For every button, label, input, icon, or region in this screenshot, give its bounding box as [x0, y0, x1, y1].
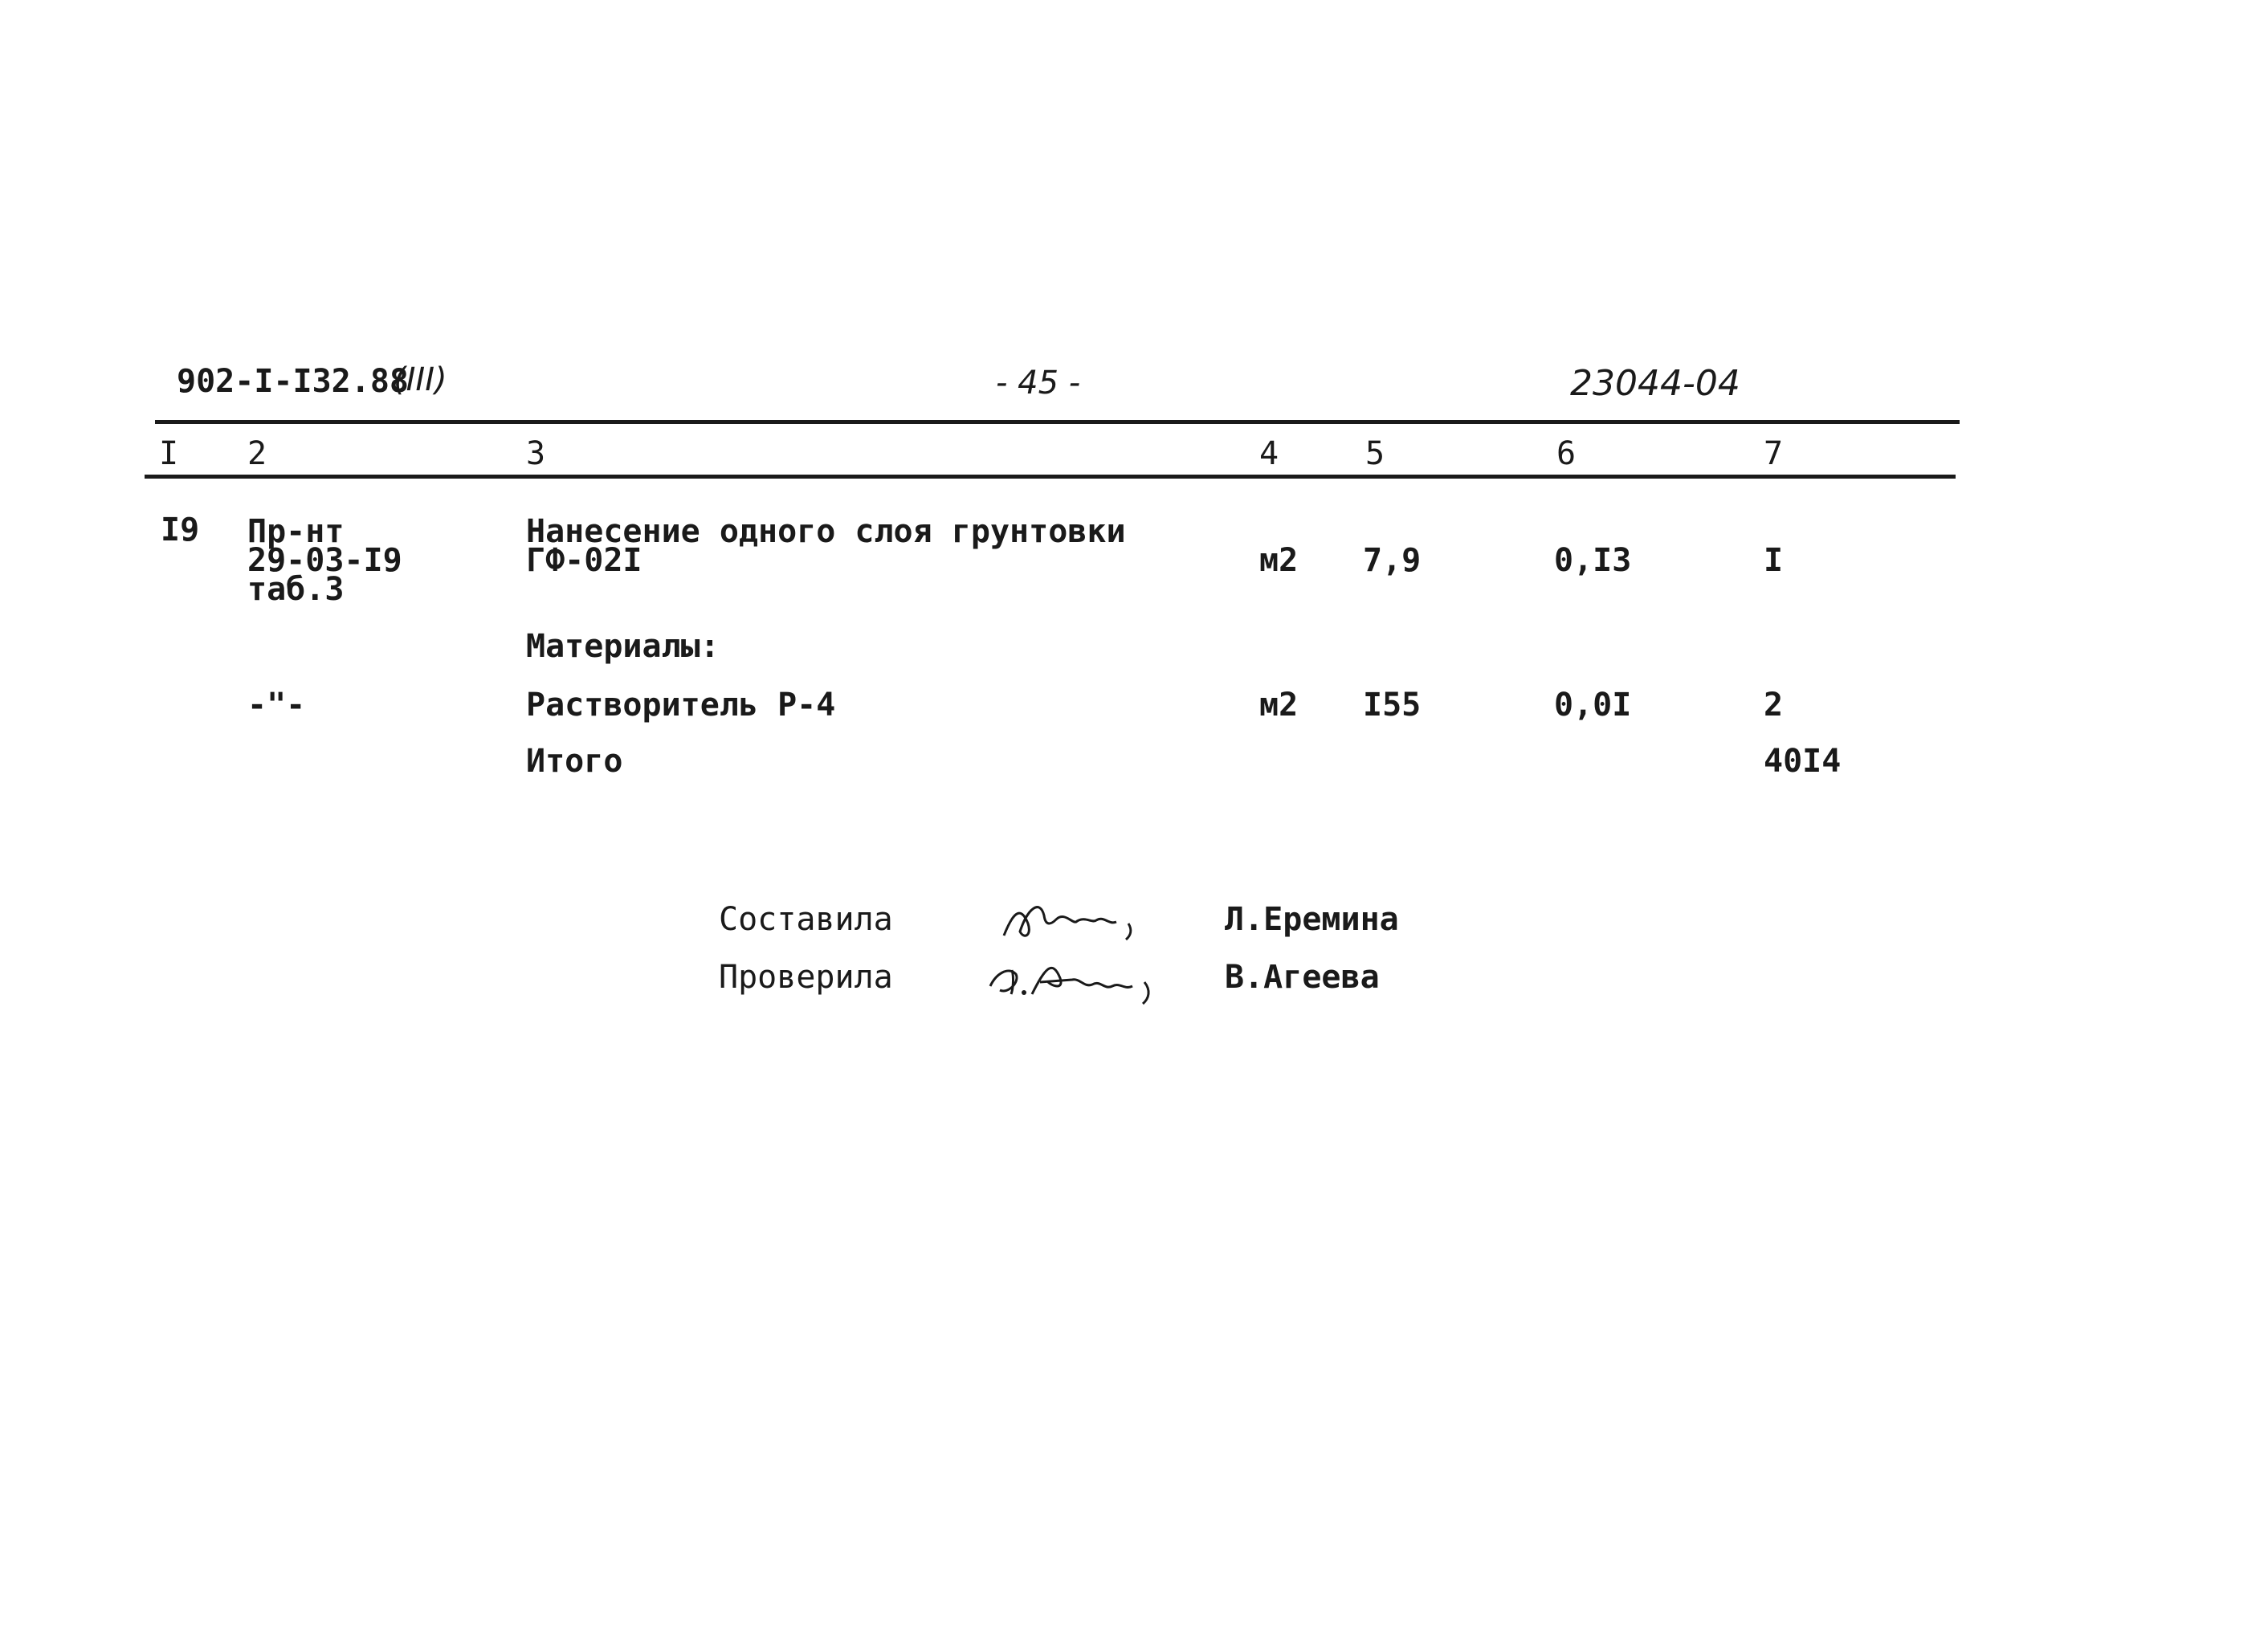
- column-header-2: 2: [247, 435, 267, 472]
- column-header-1: I: [159, 435, 179, 472]
- materials-label: Материалы:: [526, 628, 720, 665]
- total-label: Итого: [526, 743, 623, 780]
- work-name-line-2: ГФ-02I: [526, 542, 642, 579]
- basis-line-1: Пр-нт: [247, 513, 345, 550]
- work-name-line-1: Нанесение одного слоя грунтовки: [526, 513, 1126, 550]
- column-header-4: 4: [1259, 435, 1279, 472]
- material-total: 2: [1764, 687, 1784, 724]
- basis-line-3: таб.3: [247, 571, 345, 608]
- norm: 0,I3: [1554, 542, 1632, 579]
- material-norm: 0,0I: [1554, 687, 1632, 724]
- basis-line-2: 29-03-I9: [247, 542, 402, 579]
- top-rule: [155, 420, 1960, 424]
- checked-by-signature: [984, 946, 1177, 1010]
- checked-by-label: Проверила: [719, 959, 893, 996]
- material-quantity: I55: [1363, 687, 1422, 724]
- column-header-3: 3: [526, 435, 546, 472]
- compiled-by-signature: [996, 891, 1156, 948]
- row-number: I9: [161, 512, 200, 548]
- quantity: 7,9: [1363, 542, 1422, 579]
- column-header-6: 6: [1556, 435, 1577, 472]
- column-header-5: 5: [1365, 435, 1385, 472]
- compiled-by-label: Составила: [719, 901, 893, 938]
- archive-number: 23044-04: [1570, 363, 1740, 404]
- unit: м2: [1259, 542, 1299, 579]
- material-name: Растворитель Р-4: [526, 687, 836, 724]
- compiled-by-name: Л.Еремина: [1225, 901, 1399, 938]
- grand-total: 40I4: [1764, 743, 1842, 780]
- document-code-suffix: (III): [394, 361, 447, 398]
- column-header-7: 7: [1764, 435, 1784, 472]
- checked-by-name: В.Агеева: [1225, 959, 1380, 996]
- document-code: 902-I-I32.88: [177, 363, 409, 400]
- page-number: - 45 -: [996, 365, 1081, 402]
- column-header-rule: [145, 475, 1956, 479]
- material-unit: м2: [1259, 687, 1299, 724]
- total: I: [1764, 542, 1784, 579]
- basis-ditto: -"-: [247, 687, 306, 724]
